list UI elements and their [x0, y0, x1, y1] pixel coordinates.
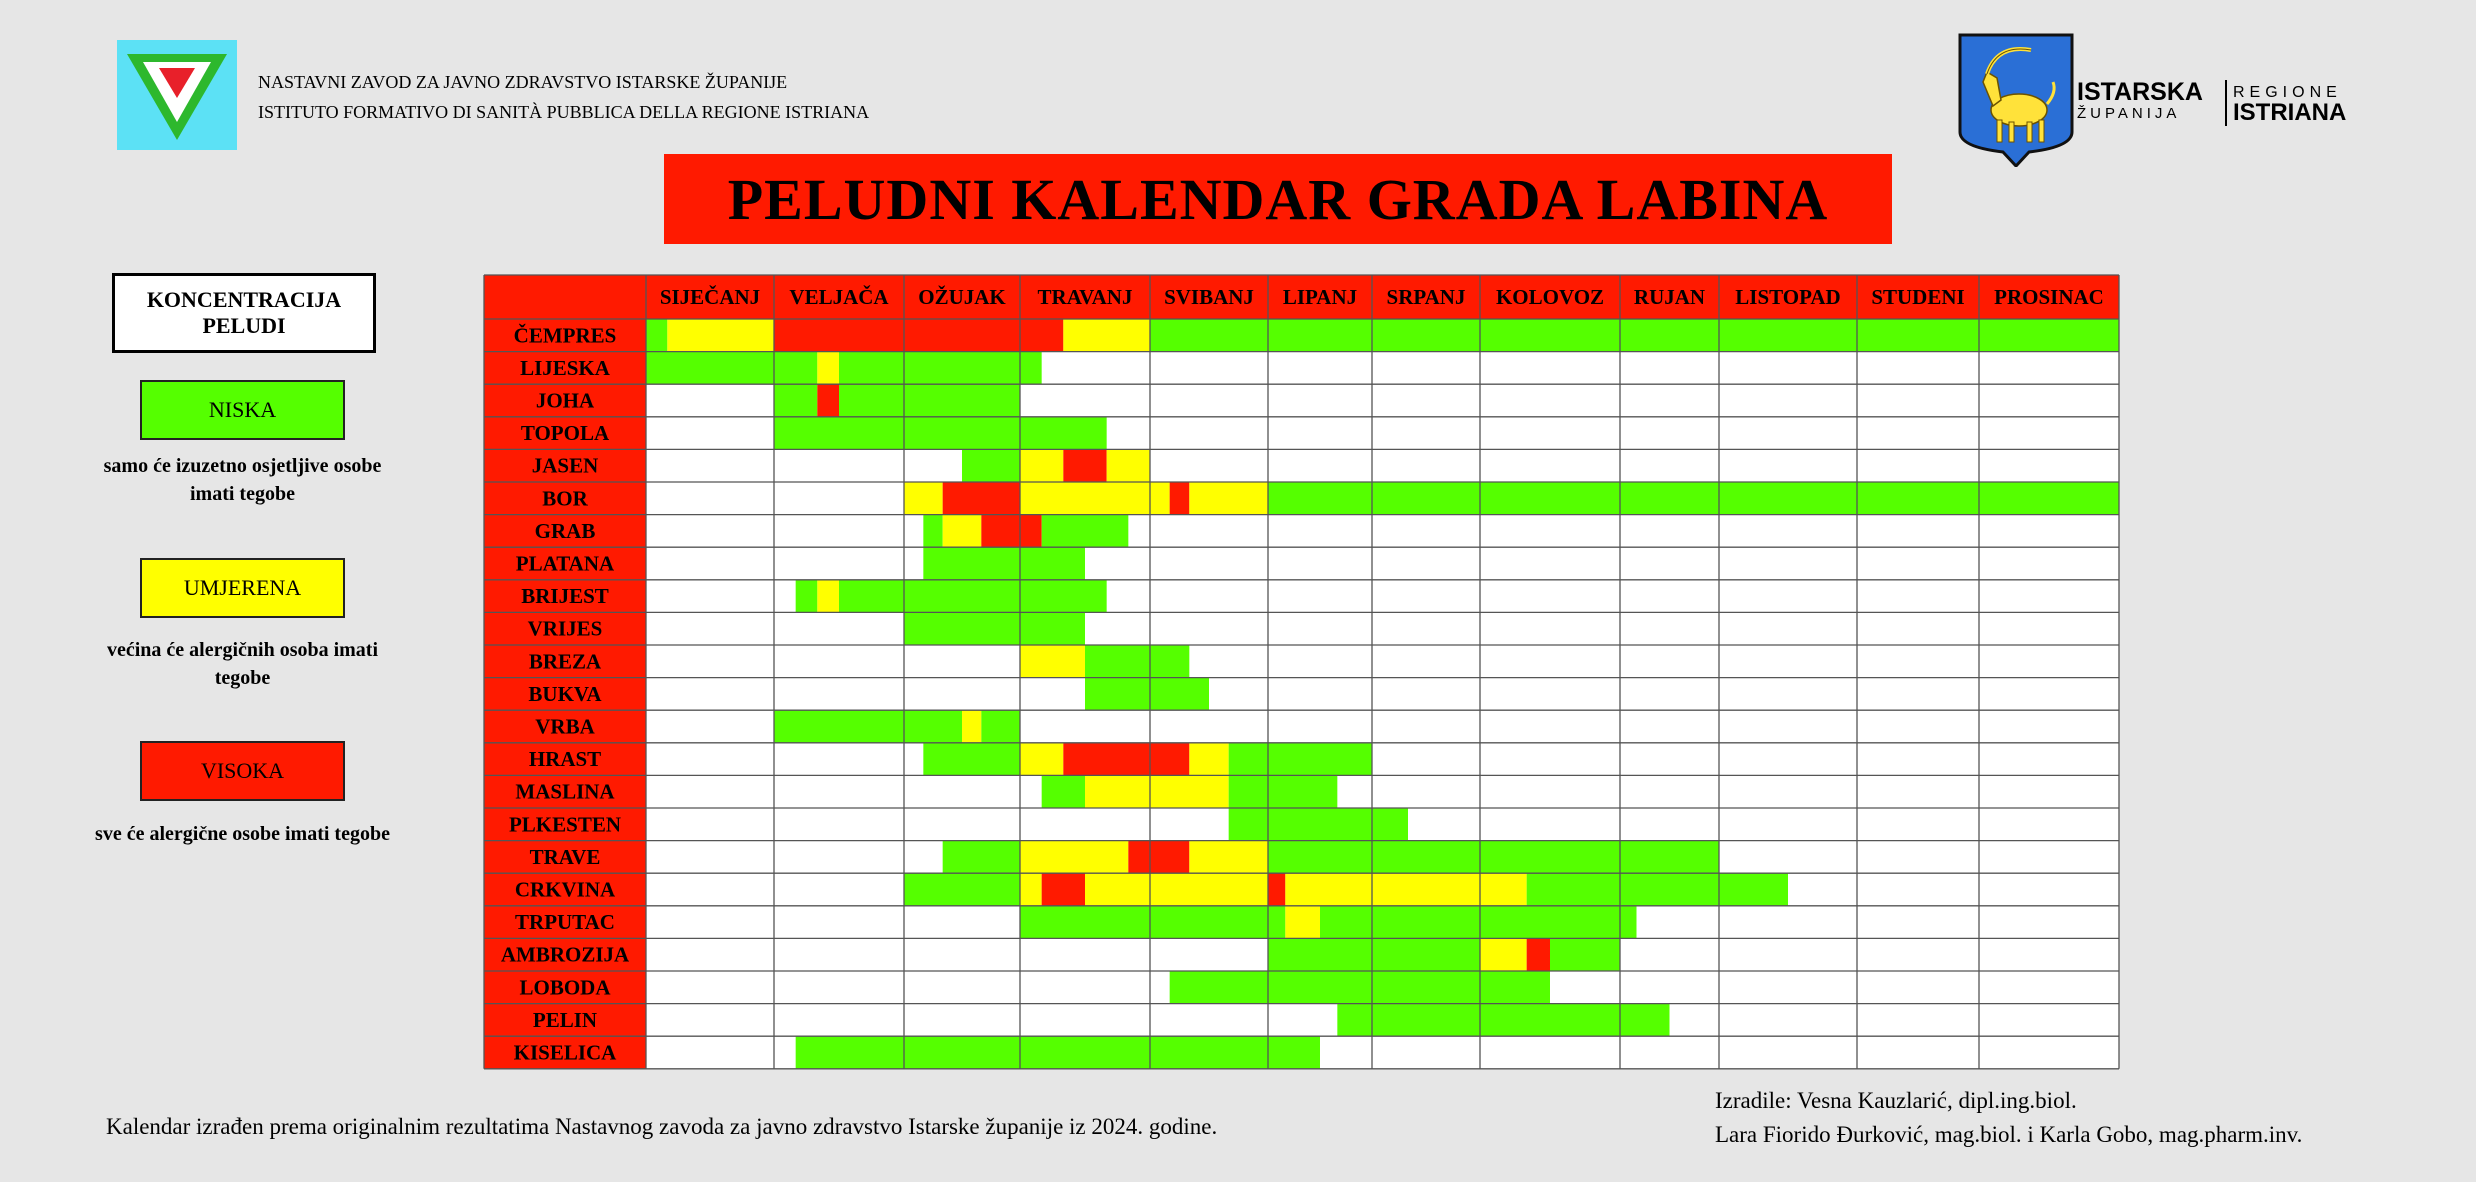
- pollen-cell-moderate: [817, 352, 839, 385]
- legend-heading: KONCENTRACIJA PELUDI: [146, 287, 342, 338]
- pollen-cell-high: [981, 515, 1041, 548]
- pollen-cell-moderate: [1020, 449, 1063, 482]
- footer-note: Kalendar izrađen prema originalnim rezultatima Nastavnog zavoda za javno zdravstvo Istarske županije iz 2024. godine.: [106, 1114, 1218, 1139]
- pollen-cell-low: [943, 841, 1020, 874]
- credits-line-2: Lara Fiorido Đurković, mag.biol. i Karla Gobo, mag.pharm.inv.: [1715, 1122, 2303, 1147]
- pollen-cell-moderate: [1285, 873, 1526, 906]
- istriana-text: ISTRIANA: [2233, 99, 2347, 126]
- credits: [1715, 1084, 2302, 1152]
- pollen-cell-low: [923, 547, 1085, 580]
- pollen-cell-moderate: [943, 515, 982, 548]
- pollen-cell-moderate: [1020, 743, 1063, 776]
- pollen-cell-moderate: [904, 482, 943, 515]
- pollen-cell-moderate: [817, 580, 839, 613]
- pollen-cell-low: [1150, 319, 2119, 352]
- pollen-cell-low: [1229, 775, 1338, 808]
- month-label: PROSINAC: [1994, 285, 2104, 309]
- plant-label: GRAB: [534, 518, 596, 543]
- month-label: TRAVANJ: [1037, 285, 1133, 309]
- legend-desc-low: samo će izuzetno osjetljive osobe imati tegobe: [103, 455, 382, 505]
- pollen-cell-low: [646, 352, 817, 385]
- pollen-cell-high: [1063, 743, 1189, 776]
- pollen-cell-high: [1527, 938, 1550, 971]
- pollen-cell-low: [1170, 971, 1550, 1004]
- plant-label: LIJESKA: [520, 355, 610, 380]
- credits-line-1: Izradile: Vesna Kauzlarić, dipl.ing.biol.: [1715, 1088, 2077, 1113]
- plant-label: KISELICA: [513, 1040, 617, 1065]
- pollen-cell-low: [904, 612, 1085, 645]
- pollen-cell-moderate: [962, 710, 981, 743]
- pollen-cell-low: [923, 515, 942, 548]
- row-background: [646, 547, 2119, 580]
- month-label: VELJAČA: [789, 285, 889, 309]
- pollen-cell-low: [774, 710, 962, 743]
- pollen-cell-low: [981, 710, 1020, 743]
- pollen-cell-low: [962, 449, 1020, 482]
- legend-label-moderate: UMJERENA: [183, 575, 302, 600]
- pollen-cell-moderate: [1189, 743, 1228, 776]
- pollen-cell-moderate: [1189, 841, 1268, 874]
- row-background: [646, 678, 2119, 711]
- pollen-cell-moderate: [1107, 449, 1150, 482]
- pollen-cell-high: [1128, 841, 1189, 874]
- legend-desc-moderate: većina će alergičnih osoba imati tegobe: [106, 639, 379, 689]
- plant-label: ČEMPRES: [513, 323, 617, 348]
- pollen-cell-low: [1020, 906, 1285, 939]
- org-name-croatian: NASTAVNI ZAVOD ZA JAVNO ZDRAVSTVO ISTARSKE ŽUPANIJE: [258, 72, 788, 92]
- pollen-cell-moderate: [1189, 482, 1268, 515]
- plant-label: BRIJEST: [521, 584, 609, 609]
- pollen-cell-moderate: [1020, 645, 1085, 678]
- plant-label: PLKESTEN: [508, 812, 622, 837]
- plant-label: MASLINA: [515, 779, 615, 804]
- zupanija-text: ŽUPANIJA: [2077, 104, 2181, 122]
- pollen-cell-low: [796, 1036, 1320, 1069]
- page-title: PELUDNI KALENDAR GRADA LABINA: [727, 166, 1829, 232]
- month-label: KOLOVOZ: [1495, 285, 1605, 309]
- pollen-cell-low: [839, 580, 1107, 613]
- plant-label: JOHA: [535, 388, 595, 413]
- pollen-cell-low: [1320, 906, 1637, 939]
- month-label: SVIBANJ: [1164, 285, 1254, 309]
- month-label: RUJAN: [1633, 285, 1706, 309]
- month-label: STUDENI: [1871, 285, 1965, 309]
- plant-label: PLATANA: [515, 551, 615, 576]
- month-label: SIJEČANJ: [659, 285, 761, 309]
- month-label: SRPANJ: [1386, 285, 1466, 309]
- plant-label: BUKVA: [528, 681, 602, 706]
- month-label: LISTOPAD: [1735, 285, 1841, 309]
- plant-label: TRAVE: [529, 844, 601, 869]
- plant-label: BREZA: [528, 649, 602, 674]
- pollen-cell-low: [774, 417, 1107, 450]
- pollen-cell-low: [1268, 482, 2119, 515]
- pollen-cell-moderate: [1020, 482, 1170, 515]
- pollen-cell-moderate: [1285, 906, 1320, 939]
- pollen-cell-low: [1085, 645, 1189, 678]
- pollen-cell-low: [1527, 873, 1788, 906]
- pollen-cell-low: [904, 873, 1020, 906]
- month-label: OŽUJAK: [918, 285, 1006, 309]
- row-background: [646, 645, 2119, 678]
- pollen-cell-low: [839, 352, 1042, 385]
- pollen-cell-low: [1268, 841, 1719, 874]
- pollen-cell-moderate: [667, 319, 774, 352]
- plant-label: PELIN: [532, 1007, 598, 1032]
- pollen-cell-high: [943, 482, 1020, 515]
- legend-label-low: NISKA: [208, 397, 277, 422]
- plant-label: CRKVINA: [514, 877, 616, 902]
- pollen-cell-low: [1042, 775, 1085, 808]
- pollen-cell-high: [1063, 449, 1106, 482]
- pollen-cell-low: [1550, 938, 1620, 971]
- pollen-cell-low: [774, 384, 817, 417]
- pollen-cell-moderate: [1020, 841, 1128, 874]
- pollen-cell-moderate: [1480, 938, 1527, 971]
- legend-label-high: VISOKA: [200, 758, 285, 783]
- regione-text: REGIONE: [2233, 83, 2342, 101]
- plant-label: BOR: [542, 486, 588, 511]
- plant-label: VRBA: [535, 714, 595, 739]
- pollen-cell-low: [1229, 743, 1372, 776]
- plant-label: TOPOLA: [520, 421, 610, 446]
- legend-desc-high: sve će alergične osobe imati tegobe: [95, 823, 390, 845]
- plant-label: JASEN: [531, 453, 599, 478]
- pollen-cell-high: [817, 384, 839, 417]
- plant-label: VRIJES: [527, 616, 603, 641]
- plant-label: HRAST: [528, 747, 602, 772]
- org-name-italian: ISTITUTO FORMATIVO DI SANITÀ PUBBLICA DELLA REGIONE ISTRIANA: [258, 102, 870, 122]
- plant-label: LOBODA: [519, 975, 611, 1000]
- pollen-cell-low: [1229, 808, 1408, 841]
- pollen-cell-low: [923, 743, 1020, 776]
- pollen-cell-moderate: [1020, 873, 1042, 906]
- pollen-cell-moderate: [1085, 873, 1268, 906]
- pollen-cell-low: [1268, 938, 1480, 971]
- pollen-cell-low: [646, 319, 667, 352]
- pollen-cell-low: [1042, 515, 1129, 548]
- pollen-cell-low: [796, 580, 818, 613]
- row-background: [646, 515, 2119, 548]
- row-background: [646, 612, 2119, 645]
- pollen-cell-high: [1042, 873, 1085, 906]
- row-background: [646, 743, 2119, 776]
- row-background: [646, 449, 2119, 482]
- row-background: [646, 775, 2119, 808]
- pollen-cell-high: [1268, 873, 1285, 906]
- pollen-cell-low: [839, 384, 1020, 417]
- plant-label: AMBROZIJA: [500, 942, 630, 967]
- pollen-cell-low: [1085, 678, 1209, 711]
- pollen-cell-high: [1170, 482, 1190, 515]
- pollen-cell-moderate: [1085, 775, 1229, 808]
- istarska-text: ISTARSKA: [2077, 78, 2203, 106]
- pollen-cell-moderate: [1063, 319, 1150, 352]
- plant-label: TRPUTAC: [515, 910, 615, 935]
- month-label: LIPANJ: [1282, 285, 1358, 309]
